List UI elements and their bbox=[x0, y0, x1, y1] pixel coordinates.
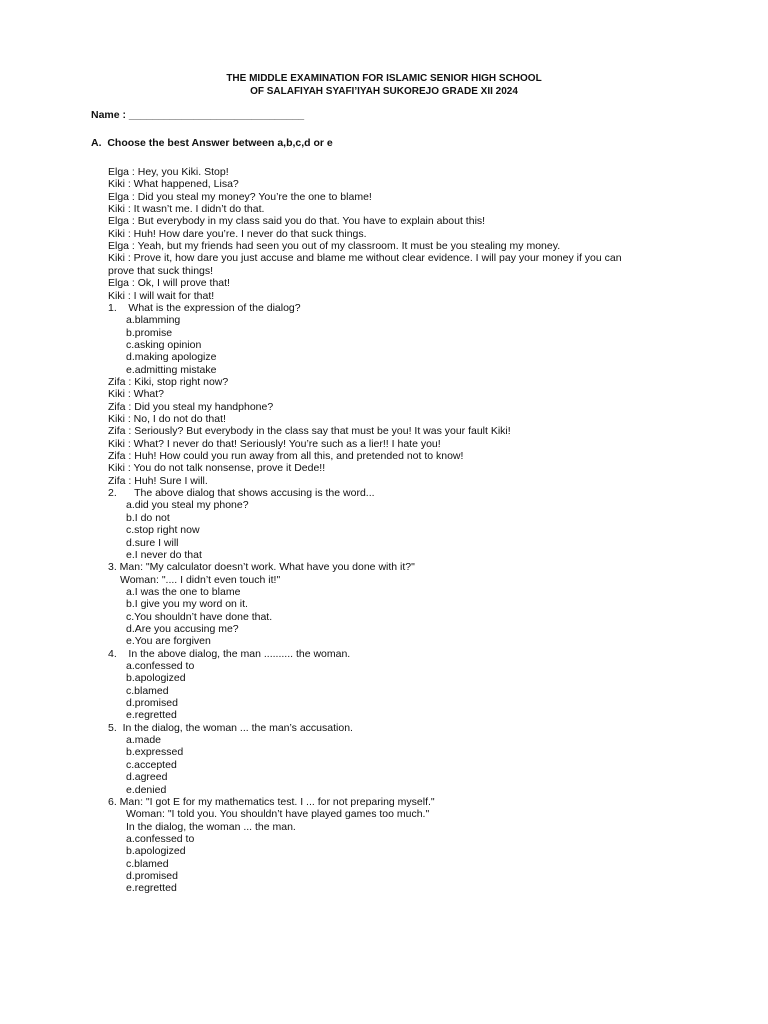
text-line: c.blamed bbox=[126, 685, 169, 697]
text-line: Woman: "I told you. You shouldn’t have played games too much." bbox=[126, 808, 430, 820]
text-line: e.I never do that bbox=[126, 549, 202, 561]
text-line: e.admitting mistake bbox=[126, 364, 217, 376]
name-field: Name : ______________________________ bbox=[91, 109, 305, 121]
text-line: 3. Man: "My calculator doesn’t work. What have you done with it?" bbox=[108, 561, 415, 573]
text-line: b.I do not bbox=[126, 512, 170, 524]
text-line: a.I was the one to blame bbox=[126, 586, 241, 598]
text-line: Zifa : Did you steal my handphone? bbox=[108, 401, 274, 413]
text-line: 5. In the dialog, the woman ... the man’s accusation. bbox=[108, 722, 353, 734]
text-line: In the dialog, the woman ... the man. bbox=[126, 821, 296, 833]
text-line: Zifa : Kiki, stop right now? bbox=[108, 376, 229, 388]
text-line: Kiki : Huh! How dare you’re. I never do that suck things. bbox=[108, 228, 367, 240]
text-line: Zifa : Seriously? But everybody in the class say that must be you! It was your fault Kiki! bbox=[108, 425, 511, 437]
text-line: e.denied bbox=[126, 784, 167, 796]
text-line: c.blamed bbox=[126, 858, 169, 870]
text-line: prove that suck things! bbox=[108, 265, 214, 277]
text-line: 2. The above dialog that shows accusing is the word... bbox=[108, 487, 375, 499]
exam-title-line-1: THE MIDDLE EXAMINATION FOR ISLAMIC SENIOR HIGH SCHOOL bbox=[226, 73, 542, 84]
section-a-heading: A. Choose the best Answer between a,b,c,d or e bbox=[91, 137, 333, 149]
text-line: Kiki : You do not talk nonsense, prove it Dede!! bbox=[108, 462, 326, 474]
text-line: Woman: ".... I didn’t even touch it!" bbox=[120, 574, 281, 586]
text-line: Elga : Hey, you Kiki. Stop! bbox=[108, 166, 229, 178]
text-line: b.apologized bbox=[126, 845, 186, 857]
text-line: e.regretted bbox=[126, 709, 177, 721]
text-line: c.stop right now bbox=[126, 524, 200, 536]
text-line: Kiki : No, I do not do that! bbox=[108, 413, 226, 425]
text-line: d.promised bbox=[126, 697, 178, 709]
text-line: Elga : Ok, I will prove that! bbox=[108, 277, 230, 289]
text-line: d.agreed bbox=[126, 771, 168, 783]
text-line: a.made bbox=[126, 734, 162, 746]
text-line: Elga : Did you steal my money? You’re the one to blame! bbox=[108, 191, 372, 203]
text-line: Kiki : What? bbox=[108, 388, 165, 400]
text-line: c.accepted bbox=[126, 759, 177, 771]
text-line: Kiki : What? I never do that! Seriously! You’re such as a lier!! I hate you! bbox=[108, 438, 441, 450]
text-line: c.asking opinion bbox=[126, 339, 202, 351]
text-line: Kiki : Prove it, how dare you just accuse and blame me without clear evidence. I will pay your money if you can bbox=[108, 252, 622, 264]
text-line: Zifa : Huh! How could you run away from all this, and pretended not to know! bbox=[108, 450, 464, 462]
text-line: 1. What is the expression of the dialog? bbox=[108, 302, 301, 314]
text-line: b.I give you my word on it. bbox=[126, 598, 248, 610]
text-line: 6. Man: "I got E for my mathematics test. I ... for not preparing myself." bbox=[108, 796, 435, 808]
text-line: Elga : Yeah, but my friends had seen you out of my classroom. It must be you stealing my money. bbox=[108, 240, 561, 252]
text-line: a.confessed to bbox=[126, 660, 195, 672]
text-line: a.confessed to bbox=[126, 833, 195, 845]
text-line: Kiki : It wasn’t me. I didn’t do that. bbox=[108, 203, 265, 215]
text-line: a.blamming bbox=[126, 314, 181, 326]
text-line: Kiki : What happened, Lisa? bbox=[108, 178, 239, 190]
text-line: d.promised bbox=[126, 870, 178, 882]
text-line: e.regretted bbox=[126, 882, 177, 894]
text-line: d.Are you accusing me? bbox=[126, 623, 239, 635]
text-line: b.apologized bbox=[126, 672, 186, 684]
text-line: d.sure I will bbox=[126, 537, 179, 549]
text-line: e.You are forgiven bbox=[126, 635, 211, 647]
text-line: b.expressed bbox=[126, 746, 184, 758]
text-line: Elga : But everybody in my class said you do that. You have to explain about this! bbox=[108, 215, 486, 227]
text-line: d.making apologize bbox=[126, 351, 217, 363]
exam-title-line-2: OF SALAFIYAH SYAFI’IYAH SUKOREJO GRADE XII 2024 bbox=[250, 86, 518, 97]
text-line: b.promise bbox=[126, 327, 173, 339]
text-line: Kiki : I will wait for that! bbox=[108, 290, 215, 302]
text-line: 4. In the above dialog, the man .......... the woman. bbox=[108, 648, 351, 660]
text-line: Zifa : Huh! Sure I will. bbox=[108, 475, 208, 487]
text-line: a.did you steal my phone? bbox=[126, 499, 249, 511]
text-line: c.You shouldn’t have done that. bbox=[126, 611, 273, 623]
